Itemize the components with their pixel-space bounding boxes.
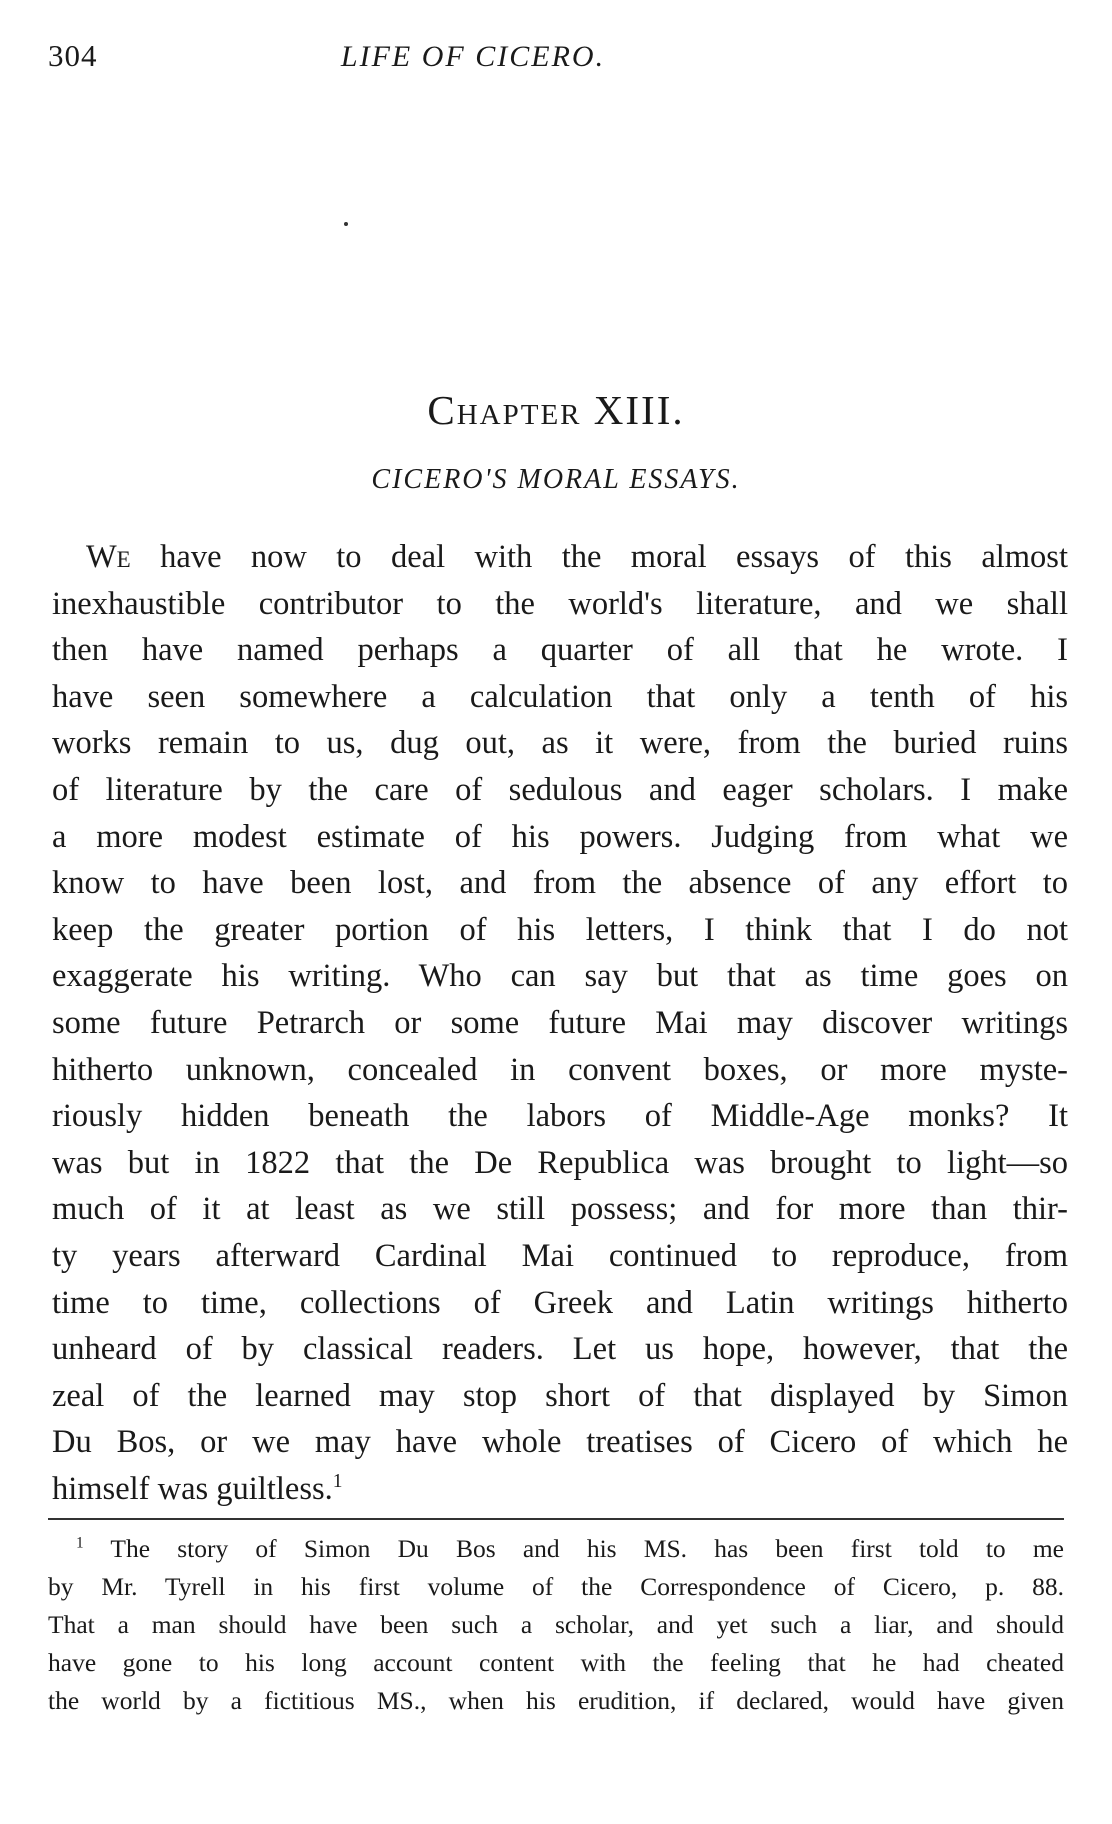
body-line: some future Petrarch or some future Mai may discover writings [52, 1004, 1068, 1041]
running-head [48, 38, 1058, 82]
body-line: much of it at least as we still possess; and for more than thir- [52, 1191, 1068, 1228]
body-line: inexhaustible contributor to the world's literature, and we shall [52, 585, 1068, 622]
page-number: 304 [48, 38, 98, 73]
footnote-marker: 1 [76, 1534, 84, 1552]
body-line: of literature by the care of sedulous and eager scholars. I make [52, 771, 1068, 808]
chapter-number: XIII. [593, 387, 685, 433]
body-line: ty years afterward Cardinal Mai continued to reproduce, from [52, 1237, 1068, 1274]
body-line: We have now to deal with the moral essays of this almost [86, 539, 1068, 575]
chapter-title [0, 386, 1112, 434]
body-line: know to have been lost, and from the absence of any effort to [52, 865, 1068, 902]
body-line: hitherto unknown, concealed in convent boxes, or more myste- [52, 1051, 1068, 1088]
footnote-reference[interactable]: 1 [332, 1471, 343, 1493]
footnote-line: have gone to his long account content with the feeling that he had cheated [48, 1648, 1064, 1677]
body-paragraph [52, 534, 1068, 1512]
lead-word: We [86, 539, 131, 575]
footnote-line: $^1$ The story of Simon Du Bos and his MS. has been first told to me [76, 1534, 1064, 1563]
body-line: unheard of by classical readers. Let us hope, however, that the [52, 1331, 1068, 1368]
body-line: was but in 1822 that the De Republica was brought to light—so [52, 1144, 1068, 1181]
body-line: Du Bos, or we may have whole treatises of Cicero of which he [52, 1424, 1068, 1461]
body-line: a more modest estimate of his powers. Judging from what we [52, 818, 1068, 855]
body-line: works remain to us, dug out, as it were, from the buried ruins [52, 725, 1068, 762]
body-line: time to time, collections of Greek and Latin writings hitherto [52, 1284, 1068, 1321]
ink-speck [344, 222, 348, 226]
running-title: LIFE OF CICERO. [340, 40, 606, 73]
body-line: keep the greater portion of his letters, I think that I do not [52, 911, 1068, 948]
chapter-subtitle: CICERO'S MORAL ESSAYS. [371, 464, 741, 495]
body-line: riously hidden beneath the labors of Middle-Age monks? It [52, 1098, 1068, 1135]
footnote [48, 1530, 1064, 1720]
body-line: exaggerate his writing. Who can say but that as time goes on [52, 958, 1068, 995]
footnote-divider [48, 1518, 1064, 1520]
footnote-line: by Mr. Tyrell in his first volume of the Correspondence of Cicero, p. 88. [48, 1572, 1064, 1601]
chapter-label: Chapter [427, 387, 582, 433]
body-line: zeal of the learned may stop short of that displayed by Simon [52, 1377, 1068, 1414]
body-line: then have named perhaps a quarter of all that he wrote. I [52, 632, 1068, 669]
body-line: have seen somewhere a calculation that only a tenth of his [52, 678, 1068, 715]
footnote-line: That a man should have been such a scholar, and yet such a liar, and should [48, 1610, 1064, 1639]
footnote-line: the world by a fictitious MS., when his erudition, if declared, would have given [48, 1686, 1064, 1715]
body-line: himself was guiltless.$^1$ [52, 1470, 343, 1507]
